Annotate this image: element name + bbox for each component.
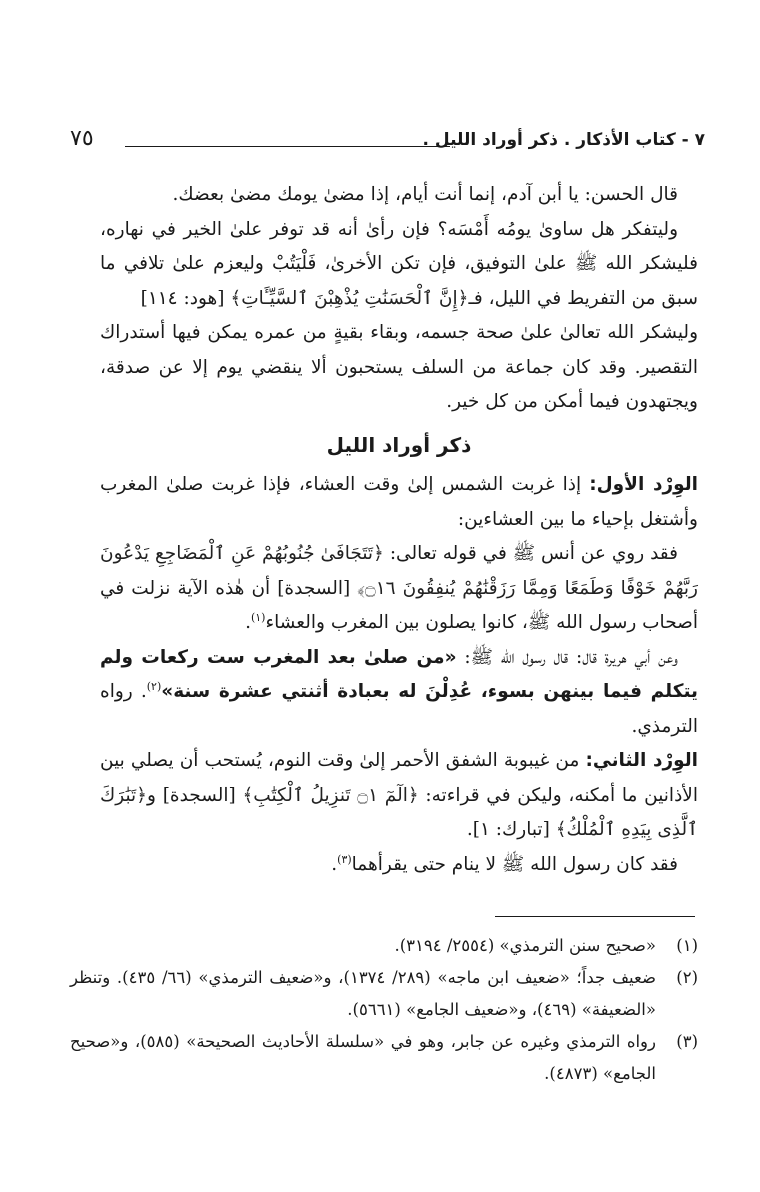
quran-verse-sajda-16: ﴿تَتَجَافَىٰ جُنُوبُهُمْ عَنِ ٱلْمَضَاجِعِ يَدْعُونَ رَبَّهُمْ خَوْفًا وَطَمَعًا وَمِمَّا رَزَقْنَٰهُمْ يُنفِقُونَ ۝١٦﴾ xyxy=(100,543,698,599)
page-number: ٧٥ xyxy=(70,126,94,151)
wird-2-label: الوِرْد الثاني: xyxy=(585,750,698,771)
hadith-text: «من صلىٰ بعد المغرب ست ركعات ولم يتكلم فيما بينهن بسوء، عُدِلْنَ له بعبادة أثنتي عشرة سنة» xyxy=(100,646,698,702)
main-text xyxy=(100,178,698,882)
verse-reference-hud: [هود: ١١٤] xyxy=(140,287,225,309)
wird-1-label: الوِرْد الأول: xyxy=(589,474,698,495)
footnote-2-text: ضعيف جداً؛ «ضعيف ابن ماجه» (٢٨٩/ ١٣٧٤)، و«ضعيف الترمذي» (٦٦/ ٤٣٥). وتنظر «الضعيفة» (٤٦٩)، و«ضعيف الجامع» (٥٦٦١). xyxy=(70,968,657,1019)
abu-hurayra-intro: وعن أبي هريرة قال: قال رسول الله ﷺ: xyxy=(464,646,678,668)
footnote-separator xyxy=(495,916,695,917)
paragraph-gratitude: وليشكر الله تعالىٰ علىٰ صحة جسمه، وبقاء بقيةٍ من عمره يمكن فيها أستدراك التقصير. وقد كان جماعة من السلف يستحبون ألا ينقضي يوم إلا عن صدقة، ويجتهدون فيما أمكن من كل خير. xyxy=(100,322,698,412)
hadith-source: . رواه الترمذي. xyxy=(100,681,698,737)
wird-2-text: من غيبوبة الشفق الأحمر إلىٰ وقت النوم، يُستحب أن يصلي بين الأذانين ما أمكنه، وليكن في قراءته: xyxy=(100,750,699,806)
anas-intro: فقد روي عن أنس ﷺ في قوله تعالى: xyxy=(389,543,678,564)
footnote-2 xyxy=(70,962,698,1026)
quran-verse-hud: ﴿إِنَّ ٱلْحَسَنَٰتِ يُذْهِبْنَ ٱلسَّيِّـَٔاتِ﴾ xyxy=(230,287,469,309)
footnote-marker-1: (١) xyxy=(250,610,266,624)
verse-reference-sajda-2: [السجدة] xyxy=(162,784,236,806)
paragraph-wird-1 xyxy=(100,468,698,537)
footnote-1-number: (١) xyxy=(676,936,698,955)
wird-2-and: و xyxy=(147,784,156,806)
quran-verse-sajda-1: ﴿الٓمٓ ۝١ تَنزِيلُ ٱلْكِتَٰبِ﴾ xyxy=(242,784,419,806)
chapter-title: ٧ - كتاب الأذكار . ذكر أوراد الليل . xyxy=(422,130,705,150)
paragraph-wird-2 xyxy=(100,744,698,848)
paragraph-prophet-recitation: فقد كان رسول الله ﷺ لا ينام حتى يقرأهما$^{(٣)}$. xyxy=(331,852,678,875)
section-title: ذكر أوراد الليل xyxy=(326,432,472,457)
footnote-3-number: (٣) xyxy=(676,1032,698,1051)
verse-reference-sajda: [السجدة] xyxy=(277,577,351,599)
paragraph-abu-hurayra xyxy=(100,641,698,745)
recitation-text: فقد كان رسول الله ﷺ لا ينام حتى يقرأهما xyxy=(351,853,678,875)
paragraph-reflection xyxy=(100,213,698,317)
footnote-3-text: رواه الترمذي وغيره عن جابر، وهو في «سلسلة الأحاديث الصحيحة» (٥٨٥)، و«صحيح الجامع» (٤٨٧٣). xyxy=(70,1032,656,1083)
anas-text: أن هٰذه الآية نزلت في أصحاب رسول الله ﷺ، كانوا يصلون بين المغرب والعشاء xyxy=(100,577,698,633)
paragraph-anas: فقد روي عن أنس ﷺ في قوله تعالى: ﴿تَتَجَافَىٰ جُنُوبُهُمْ عَنِ ٱلْمَضَاجِعِ يَدْعُونَ رَبَّهُمْ خَوْفًا وَطَمَعًا وَمِمَّا رَزَقْنَٰهُمْ يُنفِقُونَ ۝١٦﴾ [السجدة] أن هٰذه الآية نزلت في أصحاب رسول الله ﷺ، كانوا يصلون بين المغرب والعشاء$^{(١)}$. xyxy=(100,543,698,633)
quran-verse-mulk-1: ﴿تَبَٰرَكَ ٱلَّذِى بِيَدِهِ ٱلْمُلْكُ﴾ xyxy=(100,784,698,840)
header-rule xyxy=(125,146,450,147)
footnotes xyxy=(70,930,698,1090)
wird-1-text: إذا غربت الشمس إلىٰ وقت العشاء، فإذا غربت صلىٰ المغرب وأشتغل بإحياء ما بين العشاءين: xyxy=(100,474,698,530)
footnote-marker-3: (٣) xyxy=(337,852,352,866)
footnote-1 xyxy=(70,930,698,962)
paragraph-hasan: قال الحسن: يا أبن آدم، إنما أنت أيام، إذا مضىٰ يومك مضىٰ بعضك. xyxy=(172,184,678,205)
paragraph-reflection-text: وليتفكر هل ساوىٰ يومُه أَمْسَه؟ فإن رأىٰ أنه قد توفر علىٰ الخير في نهاره، فليشكر الله ﷺ علىٰ التوفيق، فإن تكن الأخرىٰ، فَلْيَتُبْ وليعزم علىٰ تلافي ما سبق من التفريط في الليل، فـ xyxy=(100,218,698,309)
footnote-1-text: «صحيح سنن الترمذي» (٢٥٥٤/ ٣١٩٤). xyxy=(394,936,656,955)
verse-reference-mulk: [تبارك: ١]. xyxy=(466,819,550,840)
footnote-2-number: (٢) xyxy=(676,968,698,987)
running-header xyxy=(70,124,705,164)
footnote-marker-2: (٢) xyxy=(146,679,162,693)
footnote-3 xyxy=(70,1026,698,1090)
